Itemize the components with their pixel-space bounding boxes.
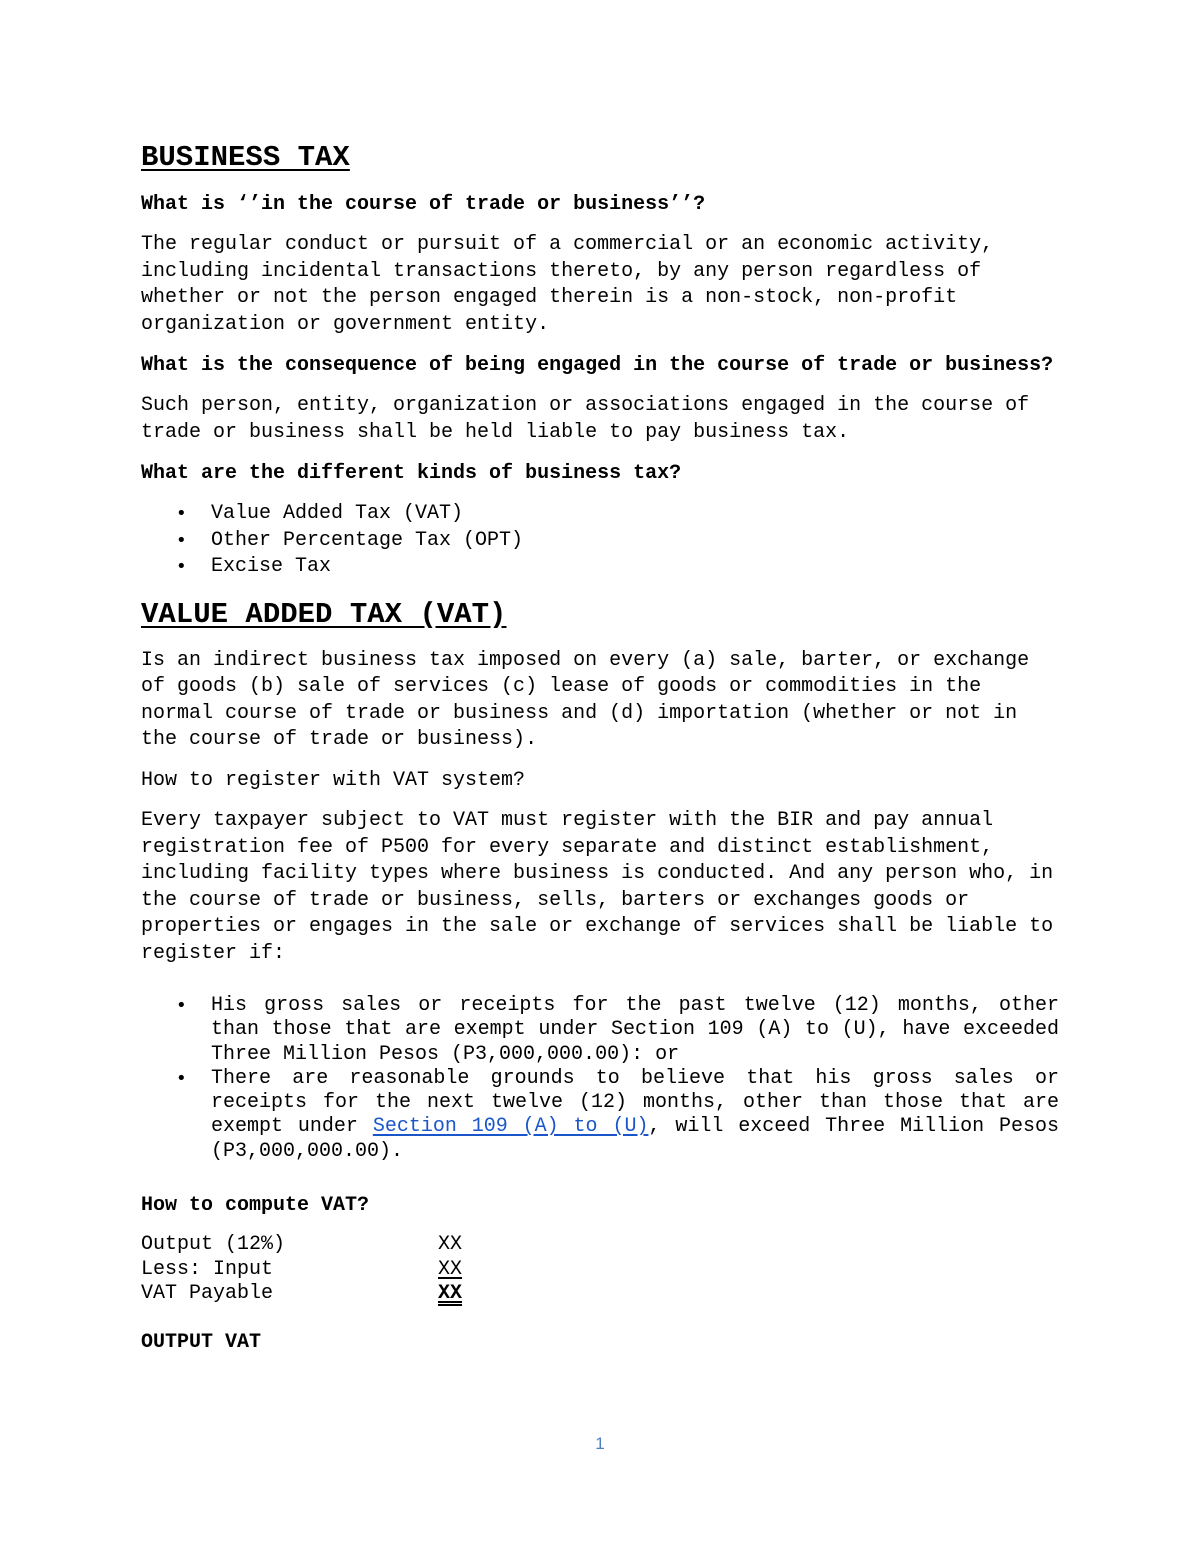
row-value: XX: [438, 1233, 463, 1257]
bullet-icon: •: [176, 1067, 187, 1089]
question-kinds-of-tax: What are the different kinds of business tax?: [141, 462, 682, 485]
row-value: XX: [438, 1282, 463, 1306]
question-course-of-trade: What is ‘’in the course of trade or business’’?: [141, 193, 706, 216]
list-item: • There are reasonable grounds to believe that his gross sales or receipts for the next twelve (12) months, other than those that are exempt under Section 109 (A) to (U), will exceed Three Million Pesos (P3,000,000.00).: [176, 1066, 1059, 1163]
row-value: XX: [438, 1257, 463, 1281]
vat-heading: VALUE ADDED TAX (VAT): [141, 597, 507, 631]
row-label: Less: Input: [141, 1257, 274, 1281]
document-page: [141, 138, 1059, 1356]
bullet-icon: •: [176, 995, 187, 1016]
vat-definition: Is an indirect business tax imposed on every (a) sale, barter, or exchange of goods (b) sale of services (c) lease of goods or commodities in the normal course of trade or business and (d) importation (whether or not in the course of trade or business).: [141, 648, 1030, 751]
table-row: [141, 1258, 1059, 1283]
business-tax-heading: BUSINESS TAX: [141, 141, 350, 174]
answer-register-vat: Every taxpayer subject to VAT must register with the BIR and pay annual registration fee of P500 for every separate and distinct establishment, including facility types where business is conducted. And any person who, in the course of trade or business, sells, barters or exchanges goods or properties or engages in the sale or exchange of services shall be liable to register if:: [141, 809, 1054, 965]
list-item: • Excise Tax: [141, 554, 1059, 581]
bullet-icon: •: [176, 529, 187, 551]
bullet-icon: •: [176, 503, 187, 524]
output-vat-heading: OUTPUT VAT: [141, 1330, 262, 1354]
table-row: [141, 1233, 1059, 1258]
section-109-link[interactable]: Section 109 (A) to (U): [372, 1115, 649, 1139]
answer-consequence: Such person, entity, organization or associations engaged in the course of trade or business shall be held liable to pay business tax.: [141, 394, 1030, 444]
bullet-icon: •: [176, 556, 187, 577]
row-label: Output (12%): [141, 1233, 286, 1257]
registration-conditions-list: [141, 994, 1059, 1164]
question-compute-vat: How to compute VAT?: [141, 1194, 370, 1218]
row-label: VAT Payable: [141, 1282, 274, 1306]
page-number: 1: [595, 1434, 605, 1453]
list-item: • Value Added Tax (VAT): [141, 501, 1059, 528]
question-consequence: What is the consequence of being engaged in the course of trade or business?: [141, 354, 1054, 377]
list-item: • Other Percentage Tax (OPT): [141, 528, 1059, 555]
table-row: [141, 1282, 1059, 1307]
question-register-vat: How to register with VAT system?: [141, 768, 526, 792]
list-item: • His gross sales or receipts for the past twelve (12) months, other than those that are exempt under Section 109 (A) to (U), have exceeded Three Million Pesos (P3,000,000.00): or: [176, 994, 1059, 1066]
kinds-of-tax-list: [141, 501, 1059, 581]
vat-computation-table: [141, 1233, 1059, 1307]
answer-course-of-trade: The regular conduct or pursuit of a commercial or an economic activity, including incidental transactions thereto, by any person regardless of whether or not the person engaged therein is a non-stock, non-profit organization or government entity.: [141, 233, 994, 336]
